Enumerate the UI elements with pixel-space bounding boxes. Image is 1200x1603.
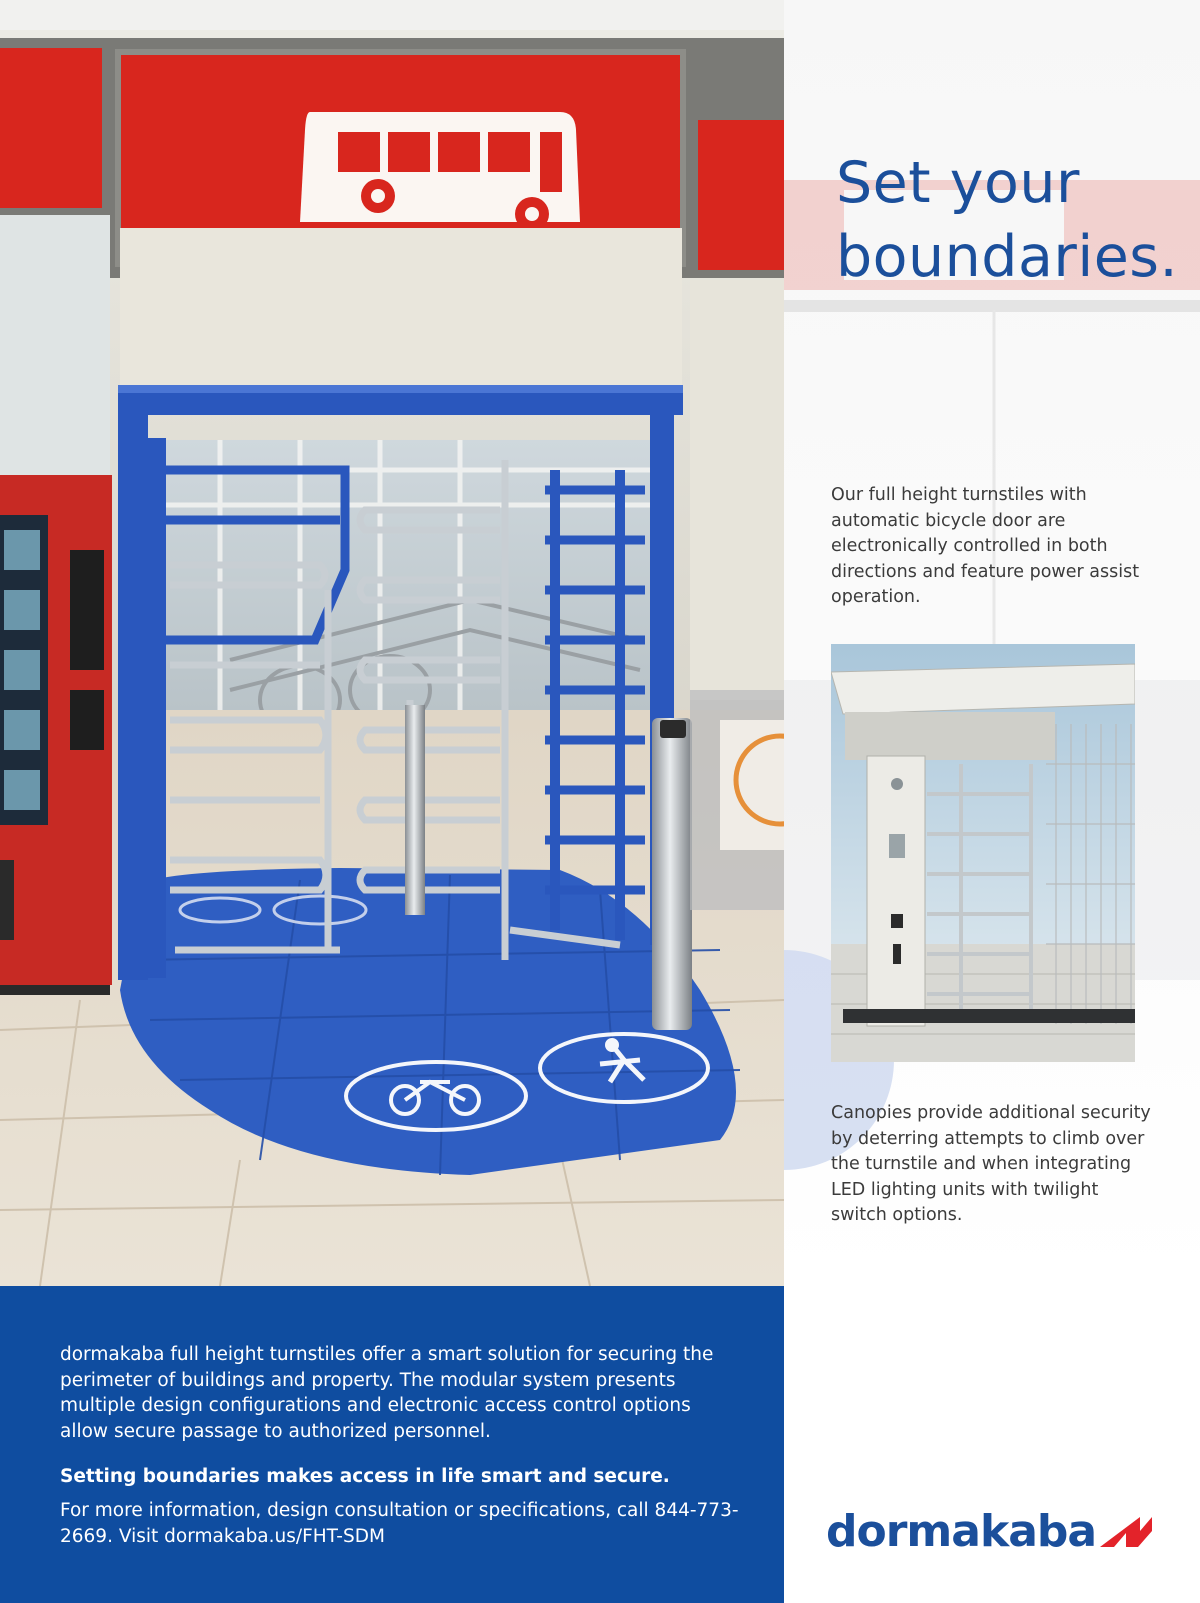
dormakaba-logo-mark — [1100, 1517, 1152, 1547]
intro-paragraph: dormakaba full height turnstiles offer a smart solution for securing the perimeter of buildings and property. The modular system presents multiple design configurations and electronic access control options allow secure passage to authorized personnel. — [60, 1344, 714, 1442]
info-band — [0, 1286, 784, 1603]
headline-line-2: boundaries. — [836, 224, 1179, 290]
bicycle-door-paragraph: Our full height turnstiles with automatic bicycle door are electronically controlled in both directions and feature power assist operation. — [831, 485, 1140, 607]
canopy-paragraph: Canopies provide additional security by deterring attempts to climb over the turnstile and when integrating LED lighting units with twilight switch options. — [831, 1103, 1151, 1225]
headline — [836, 146, 1178, 294]
contact-info: For more information, design consultation or specifications, call 844-773-2669. Visit dormakaba.us/FHT-SDM — [60, 1500, 739, 1547]
tagline: Setting boundaries makes access in life smart and secure. — [60, 1466, 670, 1487]
dormakaba-logo — [826, 1502, 1152, 1562]
headline-line-1: Set your — [836, 150, 1080, 216]
canopy-turnstile-photo — [831, 644, 1135, 1062]
logo-wordmark: dormakaba — [826, 1506, 1097, 1557]
